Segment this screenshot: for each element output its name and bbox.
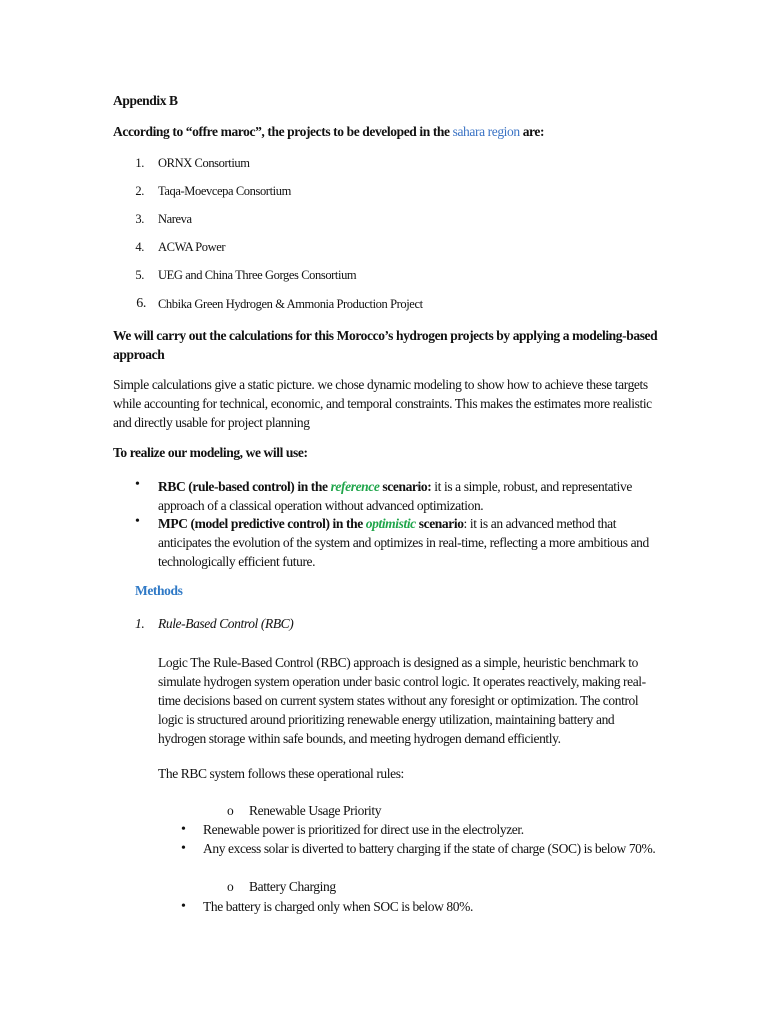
list-number: 2. <box>135 184 144 198</box>
sub-bullet-icon: o <box>227 879 234 894</box>
intro-before: According to “offre maroc”, the projects to be developed in the <box>113 124 453 139</box>
scenario-name: reference <box>330 479 380 494</box>
approach-label: MPC (model predictive control) in the <box>158 516 366 531</box>
approach-label-end: scenario: <box>379 479 432 494</box>
approach-description: : it is an advanced method that anticipates the evolution of the system and optimizes in real-time, reflecting a more ambitious and technologically efficient future. <box>158 516 649 569</box>
logic-paragraph: Logic The Rule-Based Control (RBC) approach is designed as a simple, heuristic benchmark to simulate hydrogen system operation under basic control logic. It operates reactively, making real-time decisions based on current system states without any foresight or optimization. The control logic is structured around prioritizing renewable energy utilization, maintaining battery and hydrogen storage within safe bounds, and meeting hydrogen demand efficiently. <box>158 655 646 746</box>
scenario-name: optimistic <box>365 516 416 531</box>
methods-heading: Methods <box>135 583 183 598</box>
list-number: 3. <box>135 212 144 226</box>
approach-text <box>158 514 658 571</box>
project-name: Chbika Green Hydrogen & Ammonia Production Project <box>158 297 423 311</box>
rule-group-title: Renewable Usage Priority <box>249 803 382 818</box>
bullet-icon: • <box>135 514 140 529</box>
rule-item: Any excess solar is diverted to battery charging if the state of charge (SOC) is below 70%. <box>203 841 656 856</box>
bullet-icon: • <box>181 841 186 856</box>
intro-sentence <box>113 124 544 140</box>
approach-label-end: scenario <box>415 516 464 531</box>
list-number: 6. <box>136 296 146 311</box>
bullet-icon: • <box>181 822 186 837</box>
intro-after: are: <box>519 124 545 139</box>
static-paragraph: Simple calculations give a static picture. we chose dynamic modeling to show how to achieve these targets while accounting for technical, economic, and temporal constraints. This makes the estimates more realistic and directly usable for project planning <box>113 377 652 430</box>
sub-bullet-icon: o <box>227 803 234 818</box>
approach-text <box>158 477 658 515</box>
approach-description: it is a simple, robust, and representative approach of a classical operation without advanced optimization. <box>158 479 632 513</box>
bullet-icon: • <box>181 899 186 914</box>
project-name: UEG and China Three Gorges Consortium <box>158 268 357 282</box>
approach-label: RBC (rule-based control) in the <box>158 479 331 494</box>
method-title: Rule-Based Control (RBC) <box>158 616 294 631</box>
list-number: 5. <box>135 268 144 282</box>
rule-group-title: Battery Charging <box>249 879 336 894</box>
appendix-heading: Appendix B <box>113 93 178 108</box>
bullet-icon: • <box>135 477 140 492</box>
project-name: ACWA Power <box>158 240 226 254</box>
list-number: 1. <box>135 156 144 170</box>
project-name: ORNX Consortium <box>158 156 250 170</box>
rule-item: The battery is charged only when SOC is below 80%. <box>203 899 473 914</box>
calc-heading: We will carry out the calculations for this Morocco’s hydrogen projects by applying a modeling-based approach <box>113 328 658 362</box>
intro-highlight: sahara region <box>452 124 520 139</box>
rules-intro: The RBC system follows these operational rules: <box>158 766 404 781</box>
list-number: 4. <box>135 240 144 254</box>
realize-heading: To realize our modeling, we will use: <box>113 445 308 460</box>
method-number: 1. <box>135 616 145 631</box>
project-name: Nareva <box>158 212 192 226</box>
project-name: Taqa-Moevcepa Consortium <box>158 184 291 198</box>
rule-item: Renewable power is prioritized for direct use in the electrolyzer. <box>203 822 524 837</box>
